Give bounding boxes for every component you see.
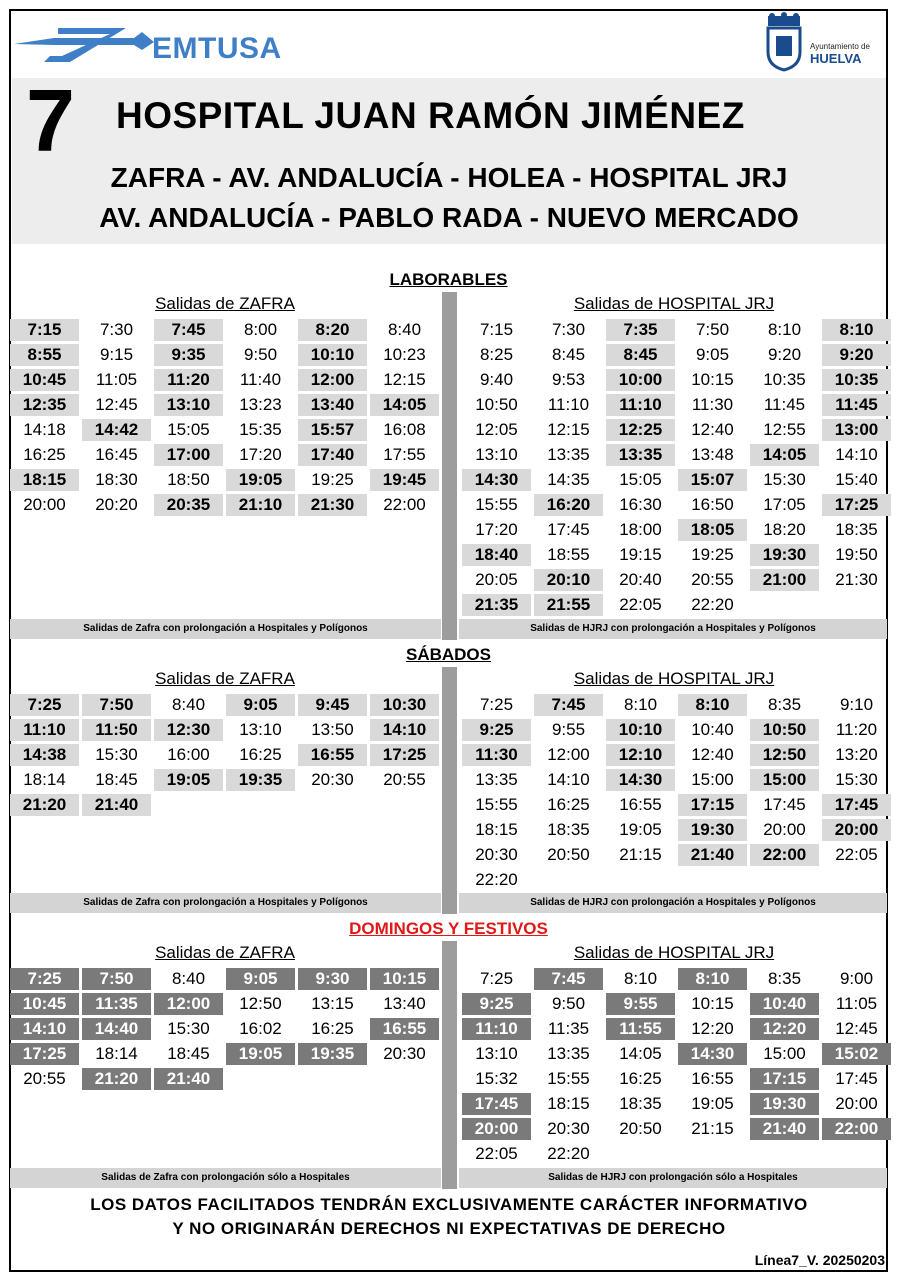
departure-time-hospital: 20:55: [691, 570, 734, 589]
departure-time-zafra: 21:40: [154, 1068, 223, 1090]
departure-time-zafra: 7:25: [10, 694, 79, 716]
departure-time-zafra: 21:20: [10, 794, 79, 816]
departure-time-hospital: 13:35: [475, 770, 518, 789]
departure-time-zafra: 12:35: [10, 394, 79, 416]
departure-time-hospital: 11:45: [763, 395, 806, 414]
departure-time-zafra: 9:30: [298, 968, 367, 990]
departure-time-hospital: 17:15: [750, 1068, 819, 1090]
departure-time-hospital: 8:35: [767, 695, 802, 714]
departure-time-hospital: 7:25: [479, 695, 514, 714]
departure-time-hospital: 19:30: [750, 544, 819, 566]
departure-time-hospital: 11:30: [462, 744, 531, 766]
departure-time-hospital: 18:15: [547, 1094, 590, 1113]
departure-time-hospital: 8:10: [623, 695, 658, 714]
column-divider: [442, 667, 457, 914]
departure-time-zafra: 17:40: [298, 444, 367, 466]
departure-time-hospital: 20:00: [835, 1094, 878, 1113]
departure-time-zafra: 16:08: [383, 420, 426, 439]
departure-time-hospital: 7:35: [606, 319, 675, 341]
departure-time-zafra: 11:10: [10, 719, 79, 741]
departure-time-hospital: 15:30: [763, 470, 806, 489]
departure-time-zafra: 14:18: [23, 420, 66, 439]
departure-time-zafra: 14:10: [370, 719, 439, 741]
departure-time-zafra: 11:50: [82, 719, 151, 741]
departure-time-zafra: 11:20: [154, 369, 223, 391]
departure-time-zafra: 11:05: [95, 370, 138, 389]
departure-time-zafra: 9:15: [99, 345, 134, 364]
departure-time-zafra: 16:25: [311, 1019, 354, 1038]
departure-time-hospital: 11:10: [547, 395, 590, 414]
departure-time-zafra: 18:14: [95, 1044, 138, 1063]
departure-time-hospital: 15:00: [750, 769, 819, 791]
departure-time-hospital: 18:05: [678, 519, 747, 541]
departure-time-zafra: 20:00: [23, 495, 66, 514]
departure-time-hospital: 20:05: [475, 570, 518, 589]
departure-time-hospital: 10:15: [691, 370, 734, 389]
departure-time-hospital: 20:40: [619, 570, 662, 589]
departure-time-hospital: 14:05: [750, 444, 819, 466]
departure-time-hospital: 9:20: [767, 345, 802, 364]
departure-time-hospital: 13:20: [835, 745, 878, 764]
departure-time-hospital: 13:35: [547, 445, 590, 464]
departure-time-hospital: 18:15: [475, 820, 518, 839]
departure-time-hospital: 11:35: [547, 1019, 590, 1038]
departure-time-zafra: 18:45: [167, 1044, 210, 1063]
departure-time-hospital: 15:07: [678, 469, 747, 491]
departure-time-hospital: 11:10: [606, 394, 675, 416]
route-line-1: ZAFRA - AV. ANDALUCÍA - HOLEA - HOSPITAL JRJ: [110, 162, 788, 193]
departure-time-hospital: 20:00: [462, 1118, 531, 1140]
departure-time-hospital: 10:50: [750, 719, 819, 741]
departure-time-zafra: 20:30: [383, 1044, 426, 1063]
departure-time-zafra: 16:25: [239, 745, 282, 764]
disclaimer-line-1: LOS DATOS FACILITADOS TENDRÁN EXCLUSIVAMENTE CARÁCTER INFORMATIVO: [90, 1195, 808, 1214]
departure-time-zafra: 21:20: [82, 1068, 151, 1090]
departure-time-zafra: 21:30: [298, 494, 367, 516]
departure-time-hospital: 16:30: [619, 495, 662, 514]
departure-time-hospital: 17:45: [547, 520, 590, 539]
departure-time-zafra: 9:05: [226, 694, 295, 716]
departure-time-hospital: 22:20: [547, 1144, 590, 1163]
departure-time-zafra: 13:10: [239, 720, 282, 739]
departure-time-hospital: 10:10: [606, 719, 675, 741]
departure-time-hospital: 8:10: [678, 968, 747, 990]
departure-time-hospital: 21:00: [750, 569, 819, 591]
departure-time-hospital: 15:30: [835, 770, 878, 789]
departure-time-hospital: 7:25: [479, 969, 514, 988]
departure-time-hospital: 22:00: [750, 844, 819, 866]
departure-time-hospital: 18:35: [835, 520, 878, 539]
departure-time-hospital: 18:40: [462, 544, 531, 566]
departure-time-hospital: 9:20: [822, 344, 891, 366]
departure-time-hospital: 15:55: [547, 1069, 590, 1088]
departure-time-zafra: 15:30: [167, 1019, 210, 1038]
departure-time-hospital: 11:55: [606, 1018, 675, 1040]
departure-time-hospital: 21:40: [678, 844, 747, 866]
departure-time-zafra: 14:40: [82, 1018, 151, 1040]
departure-time-zafra: 16:45: [95, 445, 138, 464]
departure-time-hospital: 11:45: [822, 394, 891, 416]
departure-time-hospital: 17:45: [835, 1069, 878, 1088]
departure-time-hospital: 12:20: [691, 1019, 734, 1038]
departure-time-zafra: 9:35: [154, 344, 223, 366]
departure-time-zafra: 14:38: [10, 744, 79, 766]
departure-time-hospital: 21:40: [750, 1118, 819, 1140]
departure-time-hospital: 10:15: [691, 994, 734, 1013]
departure-time-hospital: 14:35: [547, 470, 590, 489]
departure-time-hospital: 20:30: [547, 1119, 590, 1138]
departure-time-hospital: 12:20: [750, 1018, 819, 1040]
departure-time-hospital: 15:02: [822, 1043, 891, 1065]
departure-time-hospital: 15:00: [691, 770, 734, 789]
departure-time-hospital: 9:40: [479, 370, 514, 389]
departure-time-zafra: 9:50: [243, 345, 278, 364]
departure-time-zafra: 18:50: [167, 470, 210, 489]
departure-time-zafra: 17:55: [383, 445, 426, 464]
departure-time-hospital: 18:55: [547, 545, 590, 564]
note-hospital-laborables: Salidas de HJRJ con prolongación a Hospitales y Polígonos: [459, 619, 887, 639]
departure-time-zafra: 13:40: [298, 394, 367, 416]
departure-time-hospital: 7:15: [479, 320, 514, 339]
departure-time-hospital: 7:45: [534, 968, 603, 990]
departure-time-zafra: 15:30: [95, 745, 138, 764]
departure-time-hospital: 7:30: [551, 320, 586, 339]
departure-time-zafra: 13:50: [311, 720, 354, 739]
emtusa-logo: [14, 18, 354, 70]
departure-time-hospital: 9:25: [462, 993, 531, 1015]
disclaimer-line-2: Y NO ORIGINARÁN DERECHOS NI EXPECTATIVAS DE DERECHO: [172, 1219, 726, 1238]
departure-time-hospital: 18:35: [547, 820, 590, 839]
departure-time-hospital: 20:10: [534, 569, 603, 591]
version-label: Línea7_V. 20250203: [754, 1252, 885, 1268]
departure-time-hospital: 8:10: [623, 969, 658, 988]
departure-time-zafra: 8:40: [387, 320, 422, 339]
column-divider: [442, 292, 457, 640]
departure-time-hospital: 11:30: [691, 395, 734, 414]
departure-time-zafra: 19:25: [311, 470, 354, 489]
note-hospital-domingos: Salidas de HJRJ con prolongación sólo a Hospitales: [459, 1168, 887, 1188]
departure-time-zafra: 18:45: [95, 770, 138, 789]
departure-time-zafra: 8:20: [298, 319, 367, 341]
line-title: HOSPITAL JUAN RAMÓN JIMÉNEZ: [116, 95, 745, 136]
departure-time-hospital: 9:53: [551, 370, 586, 389]
departure-time-hospital: 9:05: [695, 345, 730, 364]
departure-time-zafra: 12:00: [154, 993, 223, 1015]
departure-time-zafra: 20:55: [383, 770, 426, 789]
departure-time-zafra: 10:10: [298, 344, 367, 366]
departure-time-hospital: 15:05: [619, 470, 662, 489]
city-name: HUELVA: [810, 51, 862, 66]
departure-time-zafra: 9:05: [226, 968, 295, 990]
note-zafra-laborables: Salidas de Zafra con prolongación a Hospitales y Polígonos: [10, 619, 441, 639]
departure-time-zafra: 14:05: [370, 394, 439, 416]
departure-time-hospital: 12:45: [835, 1019, 878, 1038]
departure-time-zafra: 10:45: [10, 993, 79, 1015]
note-zafra-domingos: Salidas de Zafra con prolongación sólo a Hospitales: [10, 1168, 441, 1188]
departure-time-hospital: 8:10: [767, 320, 802, 339]
departure-time-hospital: 19:50: [835, 545, 878, 564]
subtitle-hospital-laborables: Salidas de HOSPITAL JRJ: [573, 294, 775, 313]
ayuntamiento-label: Ayuntamiento de: [810, 42, 870, 51]
departure-time-zafra: 15:35: [239, 420, 282, 439]
departure-time-zafra: 7:45: [154, 319, 223, 341]
departure-time-hospital: 21:30: [835, 570, 878, 589]
departure-time-hospital: 14:05: [619, 1044, 662, 1063]
departure-time-hospital: 17:25: [822, 494, 891, 516]
disclaimer: [12, 1193, 886, 1247]
departure-time-hospital: 13:00: [822, 419, 891, 441]
departure-time-zafra: 22:00: [383, 495, 426, 514]
departure-time-hospital: 9:25: [462, 719, 531, 741]
departure-time-hospital: 11:05: [835, 994, 878, 1013]
subtitle-zafra-laborables: Salidas de ZAFRA: [155, 294, 295, 313]
emtusa-arrows-icon: [14, 18, 154, 70]
departure-time-hospital: 21:15: [619, 845, 662, 864]
departure-time-zafra: 10:45: [10, 369, 79, 391]
departure-time-hospital: 21:35: [462, 594, 531, 616]
departure-time-hospital: 13:48: [691, 445, 734, 464]
departure-time-hospital: 8:35: [767, 969, 802, 988]
departure-time-zafra: 19:45: [370, 469, 439, 491]
subtitle-hospital-sabados: Salidas de HOSPITAL JRJ: [573, 669, 775, 688]
departure-time-zafra: 15:05: [167, 420, 210, 439]
departure-time-hospital: 13:35: [606, 444, 675, 466]
departure-time-zafra: 18:14: [23, 770, 66, 789]
departure-time-zafra: 9:45: [298, 694, 367, 716]
departure-time-hospital: 9:50: [551, 994, 586, 1013]
departure-time-hospital: 13:35: [547, 1044, 590, 1063]
departure-time-hospital: 20:00: [763, 820, 806, 839]
departure-time-zafra: 13:23: [239, 395, 282, 414]
departure-time-zafra: 12:00: [298, 369, 367, 391]
departure-time-hospital: 14:30: [462, 469, 531, 491]
departure-time-hospital: 18:35: [619, 1094, 662, 1113]
departure-time-zafra: 11:40: [239, 370, 282, 389]
departure-time-zafra: 10:15: [370, 968, 439, 990]
departure-time-hospital: 15:55: [475, 795, 518, 814]
departure-time-hospital: 15:00: [763, 1044, 806, 1063]
departure-time-zafra: 8:00: [243, 320, 278, 339]
departure-time-hospital: 12:25: [606, 419, 675, 441]
departure-time-zafra: 20:20: [95, 495, 138, 514]
departure-time-hospital: 9:10: [839, 695, 874, 714]
subtitle-zafra-domingos: Salidas de ZAFRA: [155, 943, 295, 962]
departure-time-zafra: 12:15: [383, 370, 426, 389]
departure-time-hospital: 9:00: [839, 969, 874, 988]
departure-time-hospital: 20:50: [619, 1119, 662, 1138]
subtitle-zafra-sabados: Salidas de ZAFRA: [155, 669, 295, 688]
departure-time-zafra: 17:25: [370, 744, 439, 766]
departure-time-zafra: 12:45: [95, 395, 138, 414]
departure-time-zafra: 16:00: [167, 745, 210, 764]
departure-time-hospital: 15:32: [475, 1069, 518, 1088]
departure-time-zafra: 15:57: [298, 419, 367, 441]
departure-time-hospital: 16:20: [534, 494, 603, 516]
departure-time-zafra: 13:40: [383, 994, 426, 1013]
departure-time-zafra: 19:05: [226, 469, 295, 491]
departure-time-hospital: 8:25: [479, 345, 514, 364]
departure-time-hospital: 12:40: [691, 745, 734, 764]
departure-time-zafra: 7:15: [10, 319, 79, 341]
note-zafra-sabados: Salidas de Zafra con prolongación a Hospitales y Polígonos: [10, 893, 441, 913]
departure-time-hospital: 12:55: [763, 420, 806, 439]
departure-time-hospital: 9:55: [606, 993, 675, 1015]
departure-time-hospital: 16:55: [619, 795, 662, 814]
departure-time-zafra: 12:50: [239, 994, 282, 1013]
departure-time-hospital: 15:40: [835, 470, 878, 489]
departure-time-hospital: 15:55: [475, 495, 518, 514]
departure-time-zafra: 20:35: [154, 494, 223, 516]
departure-time-hospital: 17:20: [475, 520, 518, 539]
departure-time-hospital: 12:40: [691, 420, 734, 439]
departure-time-zafra: 19:35: [226, 769, 295, 791]
departure-time-zafra: 16:25: [23, 445, 66, 464]
route-line-2: AV. ANDALUCÍA - PABLO RADA - NUEVO MERCADO: [99, 202, 799, 233]
departure-time-hospital: 7:45: [534, 694, 603, 716]
departure-time-zafra: 18:30: [95, 470, 138, 489]
departure-time-zafra: 21:10: [226, 494, 295, 516]
departure-time-zafra: 13:10: [154, 394, 223, 416]
departure-time-hospital: 10:35: [763, 370, 806, 389]
coat-of-arms-icon: [762, 12, 806, 72]
departure-time-hospital: 12:00: [547, 745, 590, 764]
departure-time-hospital: 20:50: [547, 845, 590, 864]
departure-time-zafra: 18:15: [10, 469, 79, 491]
departure-time-zafra: 17:20: [239, 445, 282, 464]
departure-time-hospital: 16:50: [691, 495, 734, 514]
departure-time-zafra: 17:00: [154, 444, 223, 466]
departure-time-zafra: 16:55: [298, 744, 367, 766]
departure-time-hospital: 12:50: [750, 744, 819, 766]
departure-time-zafra: 13:15: [311, 994, 354, 1013]
departure-time-zafra: 19:35: [298, 1043, 367, 1065]
departure-time-zafra: 20:55: [23, 1069, 66, 1088]
departure-time-hospital: 14:30: [606, 769, 675, 791]
departure-time-hospital: 22:05: [619, 595, 662, 614]
subtitle-hospital-domingos: Salidas de HOSPITAL JRJ: [573, 943, 775, 962]
departure-time-zafra: 11:35: [82, 993, 151, 1015]
section-title-laborables: LABORABLES: [389, 270, 508, 289]
departure-time-hospital: 12:10: [606, 744, 675, 766]
departure-time-hospital: 11:10: [462, 1018, 531, 1040]
departure-time-hospital: 19:15: [619, 545, 662, 564]
departure-time-zafra: 7:30: [99, 320, 134, 339]
departure-time-hospital: 22:20: [691, 595, 734, 614]
departure-time-hospital: 21:15: [691, 1119, 734, 1138]
departure-time-hospital: 19:30: [678, 819, 747, 841]
line-number: 7: [26, 71, 75, 170]
departure-time-hospital: 12:15: [547, 420, 590, 439]
departure-time-hospital: 8:10: [678, 694, 747, 716]
ayuntamiento-logo: [762, 12, 882, 74]
departure-time-zafra: 16:02: [239, 1019, 282, 1038]
section-title-domingos: DOMINGOS Y FESTIVOS: [349, 919, 548, 938]
departure-time-zafra: 14:42: [82, 419, 151, 441]
departure-time-zafra: 14:10: [10, 1018, 79, 1040]
departure-time-zafra: 10:23: [383, 345, 426, 364]
departure-time-zafra: 7:50: [82, 968, 151, 990]
departure-time-hospital: 17:45: [462, 1093, 531, 1115]
departure-time-hospital: 16:25: [547, 795, 590, 814]
departure-time-hospital: 10:40: [750, 993, 819, 1015]
departure-time-hospital: 21:55: [534, 594, 603, 616]
departure-time-hospital: 22:00: [822, 1118, 891, 1140]
departure-time-hospital: 13:10: [475, 1044, 518, 1063]
departure-time-hospital: 17:45: [763, 795, 806, 814]
departure-time-zafra: 20:30: [311, 770, 354, 789]
departure-time-hospital: 8:10: [822, 319, 891, 341]
departure-time-zafra: 8:55: [10, 344, 79, 366]
departure-time-hospital: 12:05: [475, 420, 518, 439]
departure-time-hospital: 17:05: [763, 495, 806, 514]
departure-time-hospital: 14:10: [835, 445, 878, 464]
departure-time-hospital: 19:30: [750, 1093, 819, 1115]
departure-time-zafra: 7:50: [82, 694, 151, 716]
departure-time-hospital: 22:05: [475, 1144, 518, 1163]
departure-time-hospital: 9:55: [551, 720, 586, 739]
departure-time-zafra: 16:55: [370, 1018, 439, 1040]
departure-time-hospital: 11:20: [835, 720, 878, 739]
departure-time-hospital: 20:30: [475, 845, 518, 864]
departure-time-hospital: 8:45: [551, 345, 586, 364]
departure-time-zafra: 21:40: [82, 794, 151, 816]
departure-time-zafra: 19:05: [154, 769, 223, 791]
departure-time-hospital: 18:20: [763, 520, 806, 539]
departure-time-hospital: 19:05: [691, 1094, 734, 1113]
departure-time-hospital: 22:05: [835, 845, 878, 864]
departure-time-hospital: 17:45: [822, 794, 891, 816]
departure-time-hospital: 19:05: [619, 820, 662, 839]
brand-name: EMTUSA: [152, 32, 282, 65]
departure-time-hospital: 17:15: [678, 794, 747, 816]
departure-time-hospital: 14:30: [678, 1043, 747, 1065]
departure-time-hospital: 19:25: [691, 545, 734, 564]
departure-time-hospital: 16:55: [691, 1069, 734, 1088]
departure-time-zafra: 10:30: [370, 694, 439, 716]
departure-time-hospital: 22:20: [475, 870, 518, 889]
departure-time-hospital: 18:00: [619, 520, 662, 539]
departure-time-hospital: 20:00: [822, 819, 891, 841]
line-header: [12, 71, 886, 244]
departure-time-zafra: 17:25: [10, 1043, 79, 1065]
departure-time-zafra: 12:30: [154, 719, 223, 741]
departure-time-hospital: 13:10: [475, 445, 518, 464]
departure-time-hospital: 10:40: [691, 720, 734, 739]
departure-time-zafra: 8:40: [171, 969, 206, 988]
departure-time-hospital: 7:50: [695, 320, 730, 339]
departure-time-hospital: 8:45: [606, 344, 675, 366]
departure-time-hospital: 10:00: [606, 369, 675, 391]
section-title-sabados: SÁBADOS: [405, 645, 491, 664]
departure-time-zafra: 7:25: [10, 968, 79, 990]
note-hospital-sabados: Salidas de HJRJ con prolongación a Hospitales y Polígonos: [459, 893, 887, 913]
departure-time-hospital: 16:25: [619, 1069, 662, 1088]
column-divider: [442, 941, 457, 1189]
departure-time-hospital: 10:50: [475, 395, 518, 414]
departure-time-hospital: 10:35: [822, 369, 891, 391]
departure-time-zafra: 19:05: [226, 1043, 295, 1065]
departure-time-zafra: 8:40: [171, 695, 206, 714]
departure-time-hospital: 14:10: [547, 770, 590, 789]
